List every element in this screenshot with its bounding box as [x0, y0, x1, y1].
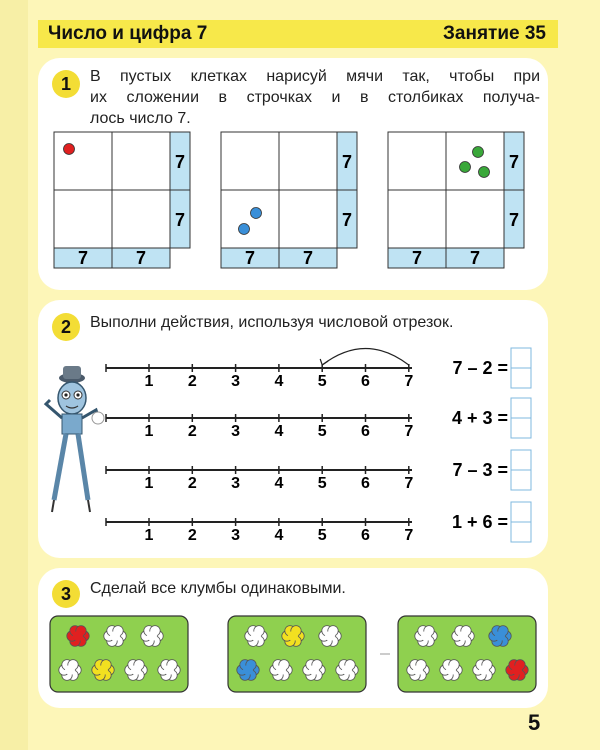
grid-cell[interactable]	[388, 132, 446, 190]
tick-label: 5	[317, 527, 327, 544]
task1-number-badge: 1	[52, 70, 80, 98]
flower[interactable]	[245, 626, 267, 647]
tick-label: 1	[144, 423, 154, 440]
task2-text: Выполни действия, используя числовой отрезок.	[90, 314, 454, 331]
tick-label: 7	[404, 373, 414, 390]
equation-text: 1 + 6 =	[451, 512, 508, 532]
flower-bed	[398, 616, 536, 692]
ball	[473, 147, 484, 158]
grid-cell[interactable]	[112, 132, 170, 190]
tick-label: 1	[144, 475, 154, 492]
flower[interactable]	[92, 660, 114, 681]
col-sum-value: 7	[244, 248, 256, 268]
flower[interactable]	[473, 660, 495, 681]
row-sum-value: 7	[508, 152, 520, 172]
flower[interactable]	[336, 660, 358, 681]
tick-label: 6	[361, 475, 370, 492]
task3-flowerbeds	[38, 568, 548, 708]
tick-label: 3	[231, 527, 241, 544]
grid-cell[interactable]	[388, 190, 446, 248]
equation-text: 4 + 3 =	[451, 408, 508, 428]
flower[interactable]	[67, 626, 89, 647]
sum-grid	[388, 132, 524, 268]
grid-cell[interactable]	[279, 132, 337, 190]
tick-label: 3	[231, 423, 241, 440]
col-sum-value: 7	[411, 248, 423, 268]
tick-label: 4	[274, 373, 284, 390]
flower[interactable]	[415, 626, 437, 647]
grid-cell[interactable]	[221, 132, 279, 190]
flower-bed	[50, 616, 188, 692]
tick-label: 2	[187, 373, 197, 390]
grid-cell[interactable]	[54, 190, 112, 248]
number-line	[106, 348, 531, 390]
ball	[460, 162, 471, 173]
flower[interactable]	[440, 660, 462, 681]
flower[interactable]	[282, 626, 304, 647]
flower[interactable]	[237, 660, 259, 681]
flower[interactable]	[303, 660, 325, 681]
flower[interactable]	[270, 660, 292, 681]
task2-number-lines	[38, 300, 548, 558]
grid-cell[interactable]	[446, 190, 504, 248]
grid-cell[interactable]	[54, 132, 112, 190]
col-sum-value: 7	[302, 248, 314, 268]
equation-text: 7 – 3 =	[452, 460, 508, 480]
tick-label: 5	[317, 423, 327, 440]
tick-label: 3	[231, 475, 241, 492]
task3-number-badge: 3	[52, 580, 80, 608]
tick-label: 6	[361, 527, 370, 544]
row-sum-value: 7	[508, 210, 520, 230]
robot-illustration	[46, 366, 104, 512]
task2-number-badge: 2	[52, 313, 80, 341]
number-line	[106, 398, 531, 440]
tick-label: 5	[317, 373, 327, 390]
flower[interactable]	[141, 626, 163, 647]
sum-grid	[221, 132, 357, 268]
flower[interactable]	[489, 626, 511, 647]
grid-cell[interactable]	[221, 190, 279, 248]
tick-label: 2	[187, 423, 197, 440]
number-line	[106, 450, 531, 492]
flower[interactable]	[506, 660, 528, 681]
page-title: Число и цифра 7	[48, 23, 208, 44]
tick-label: 6	[361, 373, 370, 390]
row-sum-value: 7	[341, 210, 353, 230]
row-sum-value: 7	[174, 210, 186, 230]
tick-label: 1	[144, 527, 154, 544]
task2-panel	[38, 300, 548, 558]
ball	[239, 224, 250, 235]
task1-panel	[38, 58, 548, 290]
tick-label: 6	[361, 423, 370, 440]
row-sum-value: 7	[341, 152, 353, 172]
task1-text-line3: лось число 7.	[90, 110, 191, 127]
task3-panel	[38, 568, 548, 708]
tick-label: 4	[274, 475, 284, 492]
tick-label: 5	[317, 475, 327, 492]
tick-label: 3	[231, 373, 241, 390]
flower[interactable]	[319, 626, 341, 647]
flower[interactable]	[158, 660, 180, 681]
ball	[479, 167, 490, 178]
lesson-label: Занятие 35	[443, 23, 546, 44]
tick-label: 4	[274, 423, 284, 440]
row-sum-value: 7	[174, 152, 186, 172]
arc-arrowhead	[320, 359, 328, 365]
number-line	[106, 502, 531, 544]
col-sum-value: 7	[77, 248, 89, 268]
grid-cell[interactable]	[112, 190, 170, 248]
page-number: 5	[528, 710, 541, 735]
flower-bed	[228, 616, 366, 692]
tick-label: 4	[274, 527, 284, 544]
tick-label: 2	[187, 527, 197, 544]
tick-label: 7	[404, 527, 414, 544]
flower[interactable]	[59, 660, 81, 681]
tick-label: 7	[404, 475, 414, 492]
flower[interactable]	[407, 660, 429, 681]
task1-text-line2: их сложении в строчках и в столбиках получа-	[90, 89, 540, 106]
grid-cell[interactable]	[279, 190, 337, 248]
task1-text-line1: В пустых клетках нарисуй мячи так, чтобы при	[90, 68, 540, 85]
flower[interactable]	[452, 626, 474, 647]
col-sum-value: 7	[135, 248, 147, 268]
tick-label: 7	[404, 423, 414, 440]
page-binding-edge	[0, 0, 28, 750]
task3-text: Сделай все клумбы одинаковыми.	[90, 580, 346, 597]
grid-cell[interactable]	[446, 132, 504, 190]
ball	[64, 144, 75, 155]
col-sum-value: 7	[469, 248, 481, 268]
tick-label: 2	[187, 475, 197, 492]
sum-grid	[54, 132, 190, 268]
tick-label: 1	[144, 373, 154, 390]
page-header	[38, 20, 558, 48]
equation-text: 7 – 2 =	[452, 358, 508, 378]
task1-grids	[38, 58, 548, 290]
ball	[251, 208, 262, 219]
flower[interactable]	[125, 660, 147, 681]
jump-arc	[322, 349, 409, 366]
flower[interactable]	[104, 626, 126, 647]
